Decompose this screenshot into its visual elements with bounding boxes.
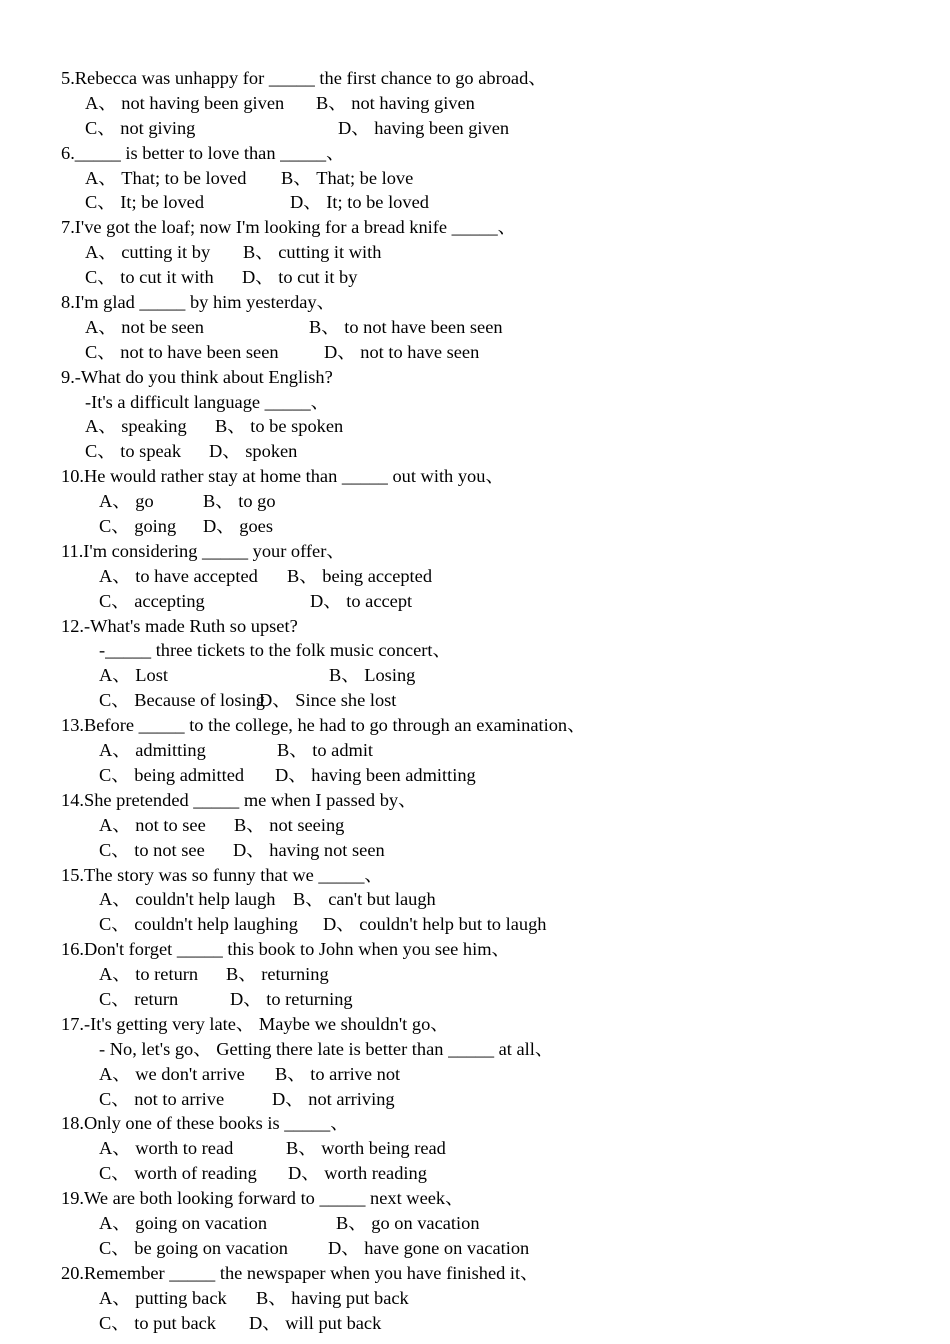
dialogue-text: -It's a difficult language _____、	[85, 391, 330, 412]
question-stem	[0, 66, 950, 91]
question-text: 14.She pretended _____ me when I passed by、	[61, 789, 417, 810]
option: B、 being accepted	[287, 565, 433, 586]
option: C、 to not see	[99, 839, 205, 860]
question-stem	[0, 1012, 950, 1037]
question-text: 19.We are both looking forward to _____ next week、	[61, 1188, 464, 1209]
question-stem	[0, 215, 950, 240]
question-stem	[0, 539, 950, 564]
option-row	[0, 1161, 950, 1186]
option-row	[0, 564, 950, 589]
option: A、 not be seen	[85, 316, 205, 337]
question-text: 5.Rebecca was unhappy for _____ the first chance to go abroad、	[61, 68, 547, 88]
question-text: 9.-What do you think about English?	[61, 366, 333, 387]
option: D、 worth reading	[288, 1163, 427, 1184]
option-row	[0, 340, 950, 365]
option: A、 go	[99, 491, 154, 512]
option: A、 we don't arrive	[99, 1063, 245, 1084]
question-text: 7.I've got the loaf; now I'm looking for a bread knife _____、	[61, 217, 517, 238]
option: B、 having put back	[256, 1287, 409, 1308]
option-row	[0, 1062, 950, 1087]
option-row	[0, 190, 950, 215]
question-list	[0, 66, 950, 1335]
option: D、 will put back	[249, 1312, 382, 1333]
option: A、 cutting it by	[85, 242, 211, 263]
option: A、 That; to be loved	[85, 167, 247, 188]
option-row	[0, 663, 950, 688]
question-text: 10.He would rather stay at home than _____ out with you、	[61, 466, 504, 487]
question-text: 11.I'm considering _____ your offer、	[61, 540, 345, 561]
option: C、 couldn't help laughing	[99, 914, 298, 935]
option: A、 not to see	[99, 814, 206, 835]
option: A、 to return	[99, 964, 199, 985]
option: D、 not to have seen	[324, 341, 480, 362]
option: D、 not arriving	[272, 1088, 395, 1109]
option: D、 spoken	[209, 441, 298, 462]
option: A、 Lost	[99, 665, 168, 686]
option: C、 worth of reading	[99, 1163, 257, 1184]
option-row	[0, 116, 950, 141]
question-stem	[0, 788, 950, 813]
option: D、 to cut it by	[242, 267, 358, 288]
option: D、 having been given	[338, 117, 510, 138]
question-stem	[0, 713, 950, 738]
question-text: 12.-What's made Ruth so upset?	[61, 615, 298, 636]
option: C、 to cut it with	[85, 267, 214, 288]
question-subline	[0, 1037, 950, 1062]
option-row	[0, 838, 950, 863]
option: C、 not to arrive	[99, 1088, 225, 1109]
option-row	[0, 1211, 950, 1236]
question-stem	[0, 1261, 950, 1286]
option-row	[0, 1286, 950, 1311]
option-row	[0, 514, 950, 539]
option: C、 Because of losing	[99, 690, 266, 711]
option: B、 go on vacation	[336, 1212, 480, 1233]
question-stem	[0, 614, 950, 639]
question-text: 17.-It's getting very late、 Maybe we shouldn't go、	[61, 1013, 449, 1034]
option: A、 admitting	[99, 740, 206, 761]
option: A、 couldn't help laugh	[99, 889, 276, 910]
option-row	[0, 265, 950, 290]
option-row	[0, 489, 950, 514]
option: B、 That; be love	[281, 167, 414, 188]
option: C、 accepting	[99, 590, 205, 611]
question-text: 13.Before _____ to the college, he had to go through an examination、	[61, 715, 586, 736]
option-row	[0, 414, 950, 439]
option: A、 going on vacation	[99, 1212, 268, 1233]
question-text: 6._____ is better to love than _____、	[61, 142, 345, 163]
option: D、 to accept	[310, 590, 413, 611]
option-row	[0, 962, 950, 987]
option: C、 not giving	[85, 117, 196, 138]
option: B、 to not have been seen	[309, 316, 503, 337]
question-stem	[0, 1111, 950, 1136]
option: B、 worth being read	[286, 1138, 446, 1159]
question-stem	[0, 290, 950, 315]
option: B、 to go	[203, 491, 276, 512]
option: C、 to speak	[85, 441, 182, 462]
option-row	[0, 315, 950, 340]
option: B、 Losing	[329, 665, 416, 686]
dialogue-text: -_____ three tickets to the folk music concert、	[99, 640, 451, 661]
option-row	[0, 1311, 950, 1336]
option: C、 to put back	[99, 1312, 216, 1333]
option: C、 being admitted	[99, 764, 245, 785]
option-row	[0, 589, 950, 614]
option: D、 Since she lost	[259, 690, 397, 711]
option: B、 to arrive not	[275, 1063, 401, 1084]
option: B、 can't but laugh	[293, 889, 436, 910]
option: C、 It; be loved	[85, 192, 205, 213]
option-row	[0, 987, 950, 1012]
question-stem	[0, 464, 950, 489]
question-stem	[0, 937, 950, 962]
option-row	[0, 887, 950, 912]
option: D、 couldn't help but to laugh	[323, 914, 547, 935]
question-subline	[0, 638, 950, 663]
option: D、 have gone on vacation	[328, 1237, 530, 1258]
option-row	[0, 439, 950, 464]
dialogue-text: - No, let's go、 Getting there late is better than _____ at all、	[99, 1038, 554, 1059]
option-row	[0, 91, 950, 116]
option: A、 speaking	[85, 416, 187, 437]
question-text: 15.The story was so funny that we _____、	[61, 864, 383, 885]
option: B、 to admit	[277, 740, 374, 761]
option: C、 return	[99, 988, 179, 1009]
option-row	[0, 1236, 950, 1261]
option: A、 putting back	[99, 1287, 227, 1308]
option-row	[0, 1087, 950, 1112]
option: A、 to have accepted	[99, 565, 258, 586]
question-text: 20.Remember _____ the newspaper when you have finished it、	[61, 1262, 539, 1283]
question-stem	[0, 365, 950, 390]
option-row	[0, 688, 950, 713]
option: D、 It; to be loved	[290, 192, 429, 213]
option-row	[0, 240, 950, 265]
option: D、 to returning	[230, 988, 353, 1009]
option: D、 goes	[203, 516, 273, 537]
question-stem	[0, 1186, 950, 1211]
option: A、 not having been given	[85, 92, 285, 113]
option-row	[0, 1136, 950, 1161]
option-row	[0, 912, 950, 937]
option: C、 not to have been seen	[85, 341, 279, 362]
option: D、 having not seen	[233, 839, 385, 860]
option: B、 returning	[226, 964, 329, 985]
option: B、 cutting it with	[243, 242, 382, 263]
question-text: 18.Only one of these books is _____、	[61, 1113, 349, 1134]
option-row	[0, 813, 950, 838]
option: D、 having been admitting	[275, 764, 476, 785]
question-subline	[0, 390, 950, 415]
question-text: 8.I'm glad _____ by him yesterday、	[61, 292, 336, 313]
option: B、 not having given	[316, 92, 475, 113]
option: A、 worth to read	[99, 1138, 234, 1159]
option-row	[0, 166, 950, 191]
option: B、 not seeing	[234, 814, 345, 835]
option-row	[0, 738, 950, 763]
option: C、 be going on vacation	[99, 1237, 288, 1258]
option: C、 going	[99, 516, 177, 537]
question-text: 16.Don't forget _____ this book to John when you see him、	[61, 939, 510, 960]
option-row	[0, 763, 950, 788]
option: B、 to be spoken	[215, 416, 344, 437]
question-stem	[0, 863, 950, 888]
question-stem	[0, 141, 950, 166]
